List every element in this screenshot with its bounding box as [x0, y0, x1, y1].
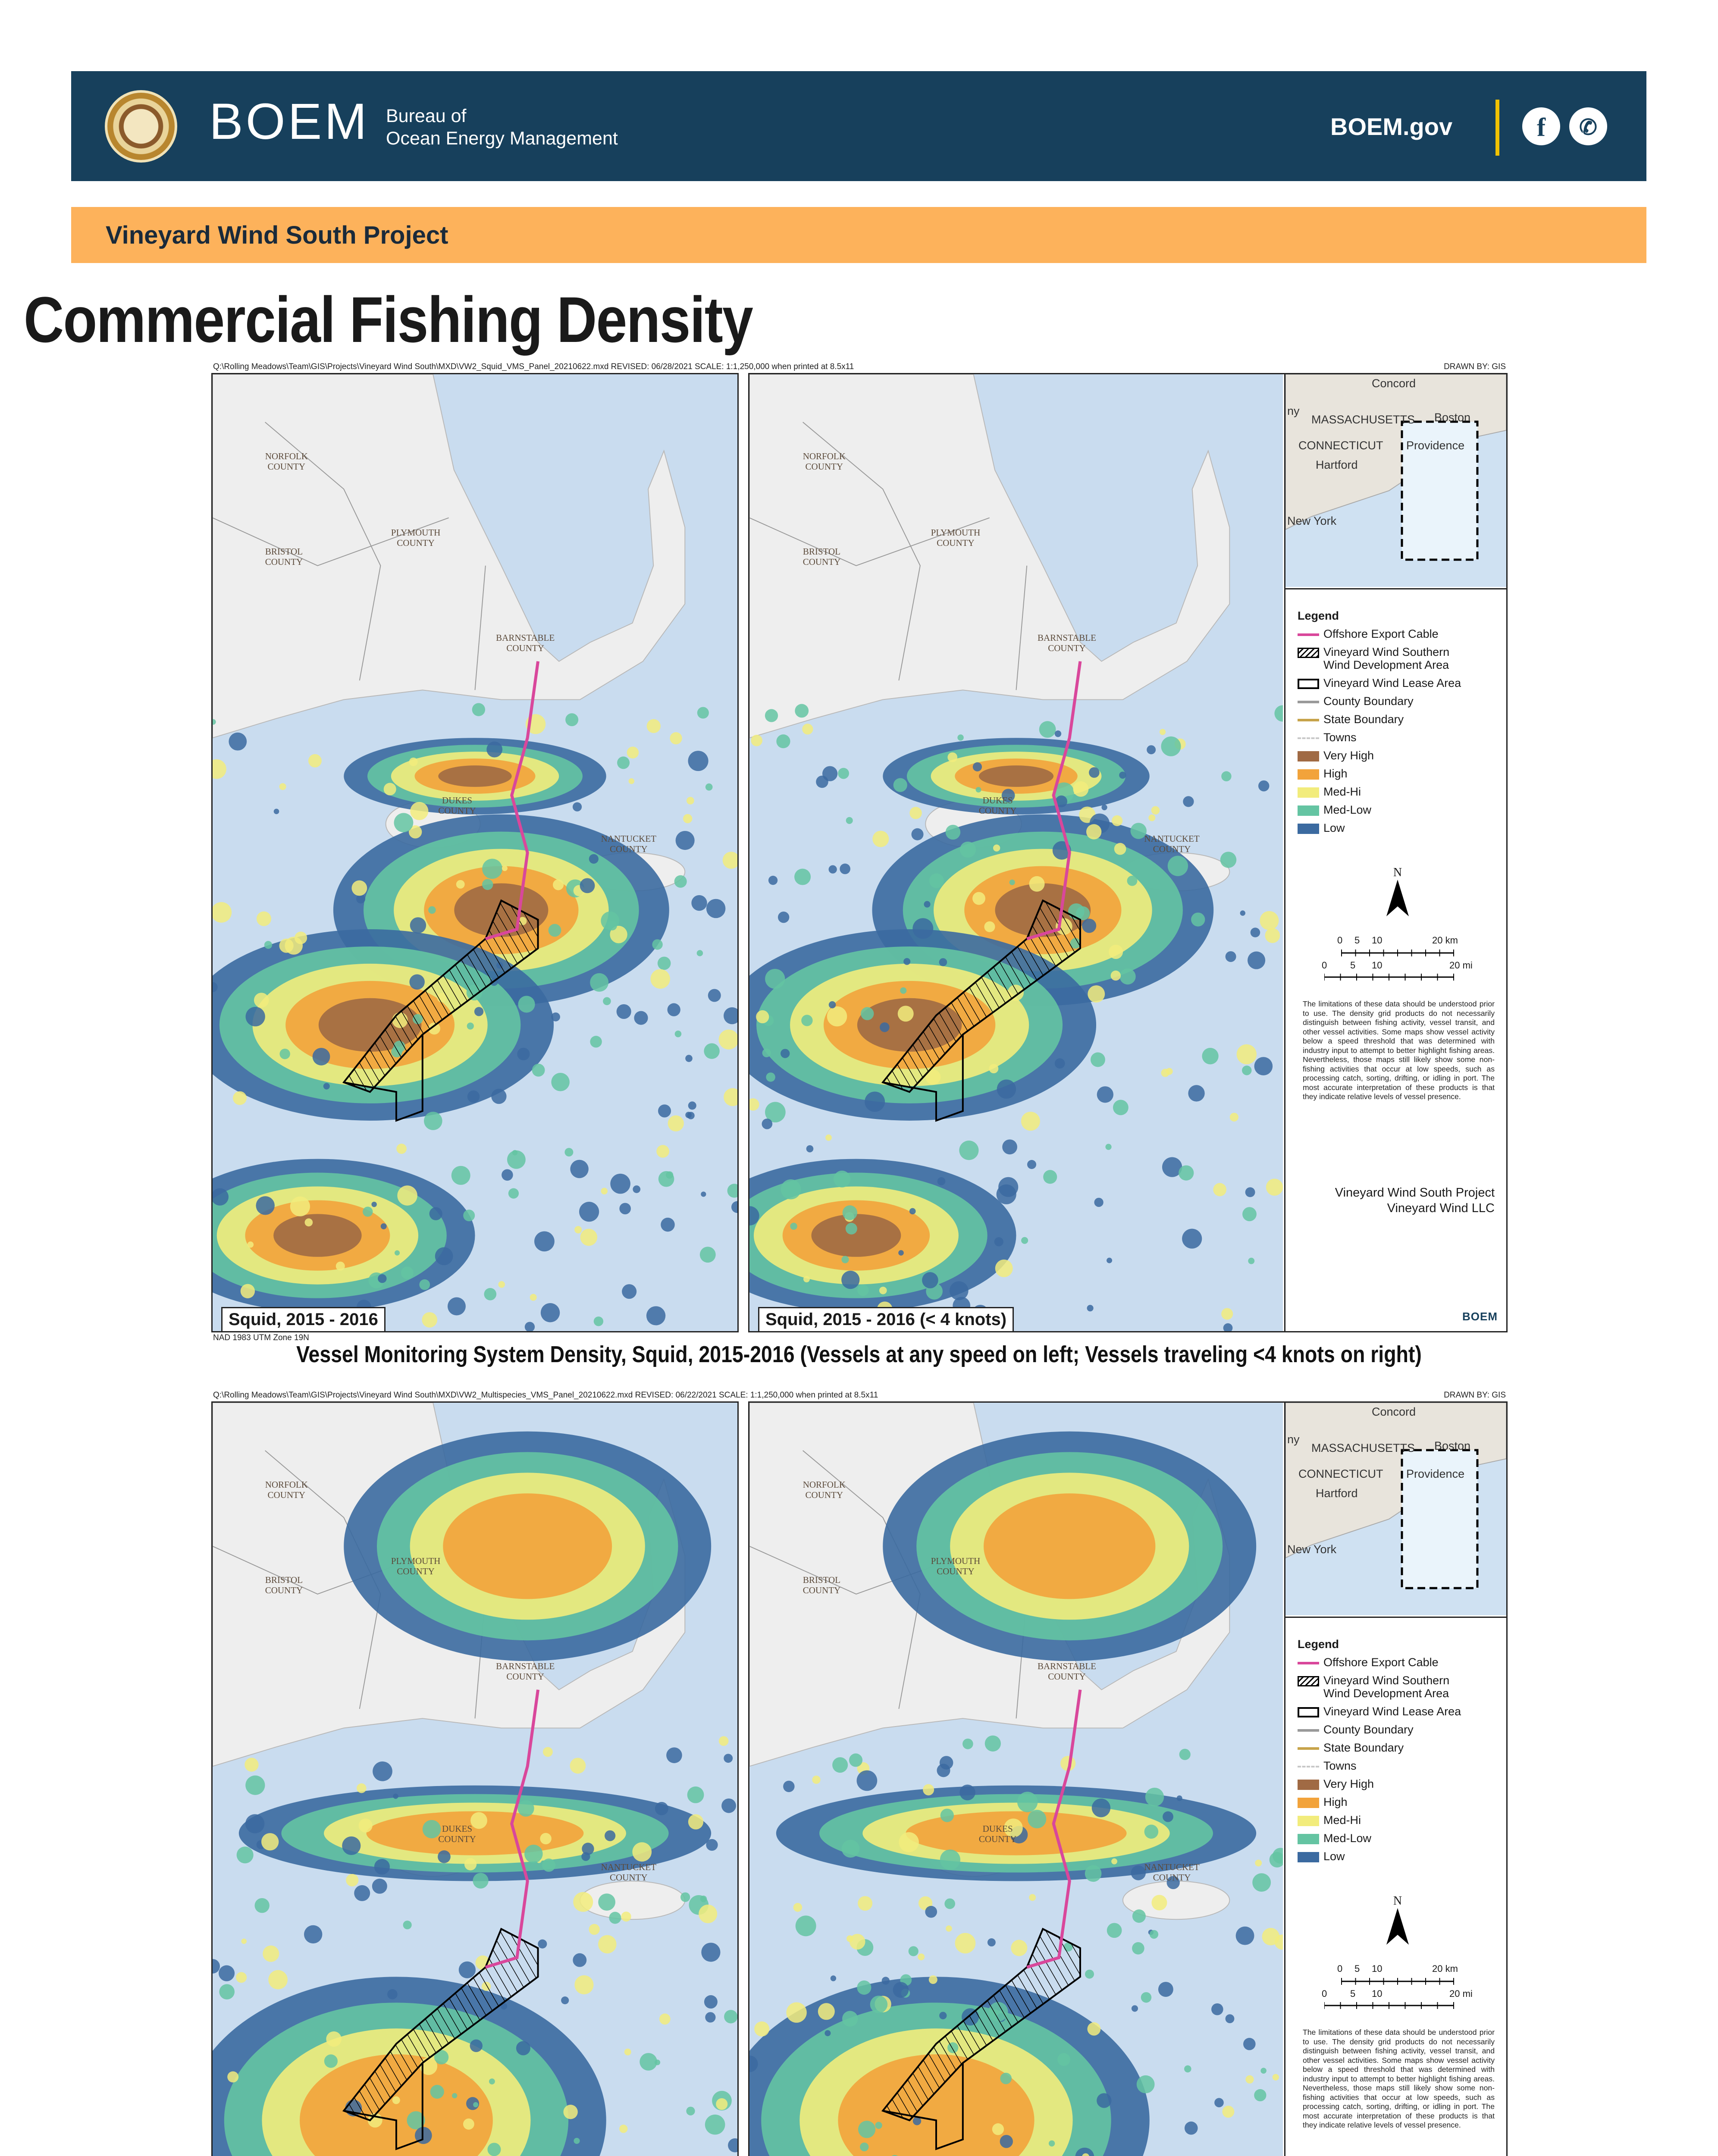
- legend-item: [1298, 766, 1348, 781]
- projection-note: NAD 1983 UTM Zone 19N: [213, 1333, 309, 1342]
- scale-km-tick: 0: [1337, 1963, 1343, 1974]
- county-label-plymouth: [931, 527, 981, 548]
- scale-km-tick: 5: [1354, 935, 1360, 946]
- legend-title: Legend: [1298, 609, 1339, 622]
- county-word: COUNTY: [397, 538, 435, 548]
- legend-item: [1298, 748, 1374, 763]
- inset-label-connecticut: CONNECTICUT: [1298, 1467, 1383, 1480]
- project-credit: [1303, 1185, 1495, 1216]
- county-name: BARNSTABLE: [1037, 1661, 1096, 1672]
- scale-km-tick: 10: [1372, 1963, 1383, 1974]
- legend-item: [1298, 676, 1461, 690]
- county-word: COUNTY: [267, 461, 306, 472]
- map-side-panel: [1284, 1403, 1506, 2156]
- legend-swatch: [1298, 769, 1319, 780]
- bureau-line-1: Bureau of: [386, 106, 467, 126]
- legend-label: Very High: [1323, 749, 1374, 762]
- inset-label-connecticut: CONNECTICUT: [1298, 439, 1383, 452]
- county-word: COUNTY: [397, 1566, 435, 1577]
- inset-label-concord: Concord: [1372, 1405, 1416, 1418]
- legend-label: Vineyard Wind Southern: [1323, 1674, 1450, 1687]
- header-divider: [1495, 100, 1499, 156]
- legend-item: [1298, 645, 1449, 659]
- legend-label: Med-Hi: [1323, 1814, 1361, 1827]
- twitter-icon[interactable]: ✆: [1569, 107, 1607, 145]
- county-label-nantucket: [601, 1862, 656, 1883]
- inset-label-providence: Providence: [1406, 1467, 1465, 1480]
- legend-swatch: [1298, 1798, 1319, 1808]
- scale-mi-tick: 5: [1350, 1988, 1356, 1999]
- legend-swatch: [1298, 1747, 1319, 1750]
- county-label-norfolk: [265, 1479, 308, 1500]
- scale-km-tick: 10: [1372, 935, 1383, 946]
- legend-label-cont: Wind Development Area: [1323, 658, 1449, 671]
- county-name: BRISTOL: [265, 1575, 303, 1586]
- legend-swatch: [1298, 1766, 1319, 1767]
- legend-label: County Boundary: [1323, 1723, 1414, 1736]
- county-label-barnstable: [496, 633, 555, 653]
- credit-line-1: Vineyard Wind South Project: [1335, 1186, 1495, 1200]
- legend-item: [1298, 1740, 1404, 1755]
- scale-km-tick: 20 km: [1432, 1963, 1458, 1974]
- bureau-name: [386, 105, 618, 150]
- county-label-bristol: [803, 1575, 841, 1595]
- scale-mi-tick: 10: [1372, 960, 1383, 971]
- scale-mi-tick: 0: [1322, 1988, 1327, 1999]
- county-word: COUNTY: [978, 1834, 1017, 1845]
- mxd-path-text: Q:\Rolling Meadows\Team\GIS\Projects\Vineyard Wind South\MXD\VW2_Squid_VMS_Panel_20210622.mxd REVISED: 06/28/2021 SCALE: 1:1,250,000 when printed at 8.5x11: [213, 362, 854, 371]
- nantucket: [580, 1881, 685, 1920]
- inset-label-hartford: Hartford: [1316, 458, 1358, 471]
- county-word: COUNTY: [978, 805, 1017, 816]
- county-name: NANTUCKET: [601, 834, 656, 844]
- county-name: BARNSTABLE: [1037, 633, 1096, 643]
- county-name: PLYMOUTH: [931, 527, 981, 538]
- county-label-dukes: [979, 795, 1017, 816]
- legend-item: [1298, 802, 1371, 817]
- county-name: NORFOLK: [265, 1479, 308, 1490]
- legend-swatch: [1298, 1780, 1319, 1790]
- legend-swatch: [1298, 1816, 1319, 1826]
- county-word: COUNTY: [265, 557, 303, 567]
- legend-label: High: [1323, 1796, 1348, 1808]
- page-title: Commercial Fishing Density: [24, 283, 753, 356]
- county-label-dukes: [438, 1824, 476, 1844]
- inset-label-hartford: Hartford: [1316, 1487, 1358, 1500]
- county-word: COUNTY: [937, 538, 975, 548]
- legend-label: Vineyard Wind Lease Area: [1323, 677, 1461, 689]
- county-label-norfolk: [803, 1479, 846, 1500]
- map-any-speed[interactable]: [211, 373, 739, 1332]
- map-under-4-knots[interactable]: [748, 1401, 1508, 2156]
- north-label: N: [1393, 1894, 1402, 1908]
- inset-label-providence: Providence: [1406, 439, 1465, 452]
- county-word: COUNTY: [609, 1872, 648, 1883]
- data-disclaimer: The limitations of these data should be understood prior to use. The density grid products do not necessarily distinguish between fishing activity, vessel transit, and other vessel activities. Some maps show vessel activity below a speed threshold that was determined with industry input to attempt to better highlight fishing areas. Nevertheless, those maps still likely show some non-fishing activities that occur at low speeds, such as processing catch, sorting, drifting, or idling in port. The most accurate interpretation of these products is that they indicate relative levels of vessel presence.: [1303, 2028, 1495, 2129]
- scale-bar: [1324, 1963, 1480, 2015]
- county-label-dukes: [438, 795, 476, 816]
- county-name: DUKES: [982, 795, 1013, 806]
- legend-swatch: [1298, 1707, 1319, 1717]
- legend-item: [1298, 694, 1414, 708]
- legend-item: [1298, 1655, 1439, 1670]
- inset-label-boston: Boston: [1434, 411, 1471, 424]
- project-name: Vineyard Wind South Project: [106, 221, 448, 249]
- scale-mi-tick: 0: [1322, 960, 1327, 971]
- legend-swatch: [1298, 633, 1319, 636]
- county-name: BRISTOL: [265, 546, 303, 557]
- legend-label: Vineyard Wind Lease Area: [1323, 1705, 1461, 1718]
- legend-title: Legend: [1298, 1638, 1339, 1651]
- inset-label-albany: ny: [1287, 1433, 1300, 1446]
- legend-label: Med-Hi: [1323, 785, 1361, 798]
- legend-item: [1298, 1704, 1461, 1719]
- legend-swatch: [1298, 679, 1319, 689]
- legend-swatch: [1298, 1852, 1319, 1862]
- legend-label: State Boundary: [1323, 1741, 1404, 1754]
- legend-label: State Boundary: [1323, 713, 1404, 726]
- legend-label: Low: [1323, 821, 1345, 834]
- legend-item: [1298, 1813, 1361, 1827]
- north-arrow: [1385, 1894, 1411, 1950]
- county-label-barnstable: [1038, 1661, 1096, 1682]
- legend-swatch: [1298, 648, 1319, 658]
- legend-item: [1298, 712, 1404, 727]
- data-disclaimer: The limitations of these data should be understood prior to use. The density grid products do not necessarily distinguish between fishing activity, vessel transit, and other vessel activities. Some maps show vessel activity below a speed threshold that was determined with industry input to attempt to better highlight fishing areas. Nevertheless, those maps still likely show some non-fishing activities that occur at low speeds, such as processing catch, sorting, drifting, or idling in port. The most accurate interpretation of these products is that they indicate relative levels of vessel presence.: [1303, 1000, 1495, 1101]
- county-word: COUNTY: [506, 1671, 544, 1682]
- county-label-dukes: [979, 1824, 1017, 1844]
- county-word: COUNTY: [1153, 844, 1191, 855]
- legend-swatch: [1298, 1834, 1319, 1844]
- map-label-any-speed: Squid, 2015 - 2016: [221, 1307, 386, 1332]
- county-word: COUNTY: [267, 1489, 306, 1500]
- map-panel-multispecies: [211, 1391, 1508, 2156]
- scale-bar: [1324, 935, 1480, 987]
- county-label-plymouth: [931, 1556, 981, 1576]
- legend-swatch: [1298, 1676, 1319, 1686]
- county-name: NANTUCKET: [1144, 834, 1200, 844]
- legend-item: [1298, 730, 1357, 745]
- county-word: COUNTY: [1153, 1872, 1191, 1883]
- legend-item: [1298, 1849, 1345, 1864]
- legend-item: [1298, 627, 1439, 641]
- county-label-barnstable: [496, 1661, 555, 1682]
- north-arrow-icon: [1385, 880, 1411, 918]
- inset-label-concord: Concord: [1372, 377, 1416, 390]
- legend-label: Med-Low: [1323, 1832, 1372, 1845]
- boem-small-logo: BOEM: [1462, 1310, 1498, 1323]
- legend-swatch: [1298, 1729, 1319, 1732]
- scale-km-tick: 20 km: [1432, 935, 1458, 946]
- legend-item: [1298, 821, 1345, 835]
- county-word: COUNTY: [265, 1585, 303, 1596]
- county-label-nantucket: [1144, 1862, 1199, 1883]
- map-side-panel: [1284, 374, 1506, 1331]
- county-word: COUNTY: [609, 844, 648, 855]
- legend-swatch: [1298, 719, 1319, 721]
- inset-label-albany: ny: [1287, 404, 1300, 417]
- county-word: COUNTY: [506, 643, 544, 654]
- scale-mi-tick: 20 mi: [1449, 960, 1473, 971]
- county-name: BRISTOL: [803, 1575, 840, 1586]
- county-word: COUNTY: [803, 1585, 841, 1596]
- county-name: BARNSTABLE: [496, 633, 555, 643]
- locator-inset-map: [1285, 1403, 1506, 1618]
- inset-label-massachusetts: MASSACHUSETTS: [1311, 1442, 1415, 1454]
- legend-swatch: [1298, 701, 1319, 703]
- map-any-speed[interactable]: [211, 1401, 739, 2156]
- county-name: DUKES: [442, 795, 473, 806]
- county-label-norfolk: [803, 451, 846, 472]
- county-label-plymouth: [391, 527, 441, 548]
- county-word: COUNTY: [438, 805, 476, 816]
- legend-label: Low: [1323, 1850, 1345, 1863]
- county-word: COUNTY: [805, 1489, 843, 1500]
- county-name: DUKES: [982, 1824, 1013, 1834]
- county-name: PLYMOUTH: [931, 1556, 981, 1567]
- north-arrow-icon: [1385, 1908, 1411, 1947]
- legend-item: [1298, 1673, 1449, 1688]
- county-name: NORFOLK: [803, 1479, 846, 1490]
- inset-label-boston: Boston: [1434, 1439, 1471, 1452]
- legend-label: Med-Low: [1323, 803, 1372, 816]
- legend-item: [1298, 1795, 1348, 1809]
- legend-label-cont: Wind Development Area: [1323, 1687, 1449, 1700]
- legend-swatch: [1298, 1662, 1319, 1664]
- credit-line-2: Vineyard Wind LLC: [1387, 1201, 1495, 1215]
- county-name: NANTUCKET: [1144, 1862, 1200, 1873]
- county-label-plymouth: [391, 1556, 441, 1576]
- locator-inset-map: [1285, 374, 1506, 589]
- legend-swatch: [1298, 787, 1319, 798]
- drawn-by-text: DRAWN BY: GIS: [1444, 1391, 1506, 1400]
- county-label-barnstable: [1038, 633, 1096, 653]
- bureau-line-2: Ocean Energy Management: [386, 128, 618, 149]
- county-word: COUNTY: [1048, 643, 1086, 654]
- county-label-nantucket: [601, 834, 656, 854]
- map-label-under-4-knots: Squid, 2015 - 2016 (< 4 knots): [758, 1307, 1014, 1332]
- header-bar: [71, 71, 1646, 181]
- county-name: PLYMOUTH: [391, 1556, 441, 1567]
- scale-km-tick: 0: [1337, 935, 1343, 946]
- mxd-path-text: Q:\Rolling Meadows\Team\GIS\Projects\Vineyard Wind South\MXD\VW2_Multispecies_VMS_Panel_20210622.mxd REVISED: 06/22/2021 SCALE: 1:1,250,000 when printed at 8.5x11: [213, 1391, 878, 1400]
- legend-label: County Boundary: [1323, 695, 1414, 708]
- county-name: BRISTOL: [803, 546, 840, 557]
- county-name: BARNSTABLE: [496, 1661, 555, 1672]
- county-label-bristol: [265, 1575, 303, 1595]
- legend-label: Towns: [1323, 731, 1357, 744]
- county-label-nantucket: [1144, 834, 1199, 854]
- county-word: COUNTY: [438, 1834, 476, 1845]
- north-arrow: [1385, 866, 1411, 922]
- legend-label: Vineyard Wind Southern: [1323, 646, 1450, 658]
- county-label-bristol: [803, 546, 841, 567]
- facebook-icon[interactable]: f: [1522, 107, 1560, 145]
- inset-label-new_york: New York: [1287, 514, 1337, 527]
- legend-label: Towns: [1323, 1759, 1357, 1772]
- county-word: COUNTY: [803, 557, 841, 567]
- legend-swatch: [1298, 737, 1319, 739]
- legend-item: [1298, 784, 1361, 799]
- county-word: COUNTY: [805, 461, 843, 472]
- county-name: NORFOLK: [803, 451, 846, 461]
- legend-item: [1298, 1777, 1374, 1791]
- scale-mi-tick: 20 mi: [1449, 1988, 1473, 1999]
- legend-swatch: [1298, 824, 1319, 834]
- inset-label-massachusetts: MASSACHUSETTS: [1311, 413, 1415, 426]
- legend-label: Offshore Export Cable: [1323, 627, 1439, 640]
- county-label-bristol: [265, 546, 303, 567]
- map-panel-squid: [211, 362, 1508, 1354]
- legend-item: [1298, 1722, 1414, 1737]
- boem-gov-link[interactable]: BOEM.gov: [1330, 113, 1453, 140]
- boem-logo[interactable]: BOEM: [209, 93, 370, 150]
- county-word: COUNTY: [1048, 1671, 1086, 1682]
- legend-swatch: [1298, 805, 1319, 816]
- map-caption-squid: Vessel Monitoring System Density, Squid, 2015-2016 (Vessels at any speed on left; Vessels traveling <4 knots on right): [296, 1341, 1422, 1367]
- legend-label: High: [1323, 767, 1348, 780]
- county-name: DUKES: [442, 1824, 473, 1834]
- drawn-by-text: DRAWN BY: GIS: [1444, 362, 1506, 371]
- county-name: NORFOLK: [265, 451, 308, 461]
- north-label: N: [1393, 866, 1402, 879]
- legend-label: Offshore Export Cable: [1323, 1656, 1439, 1669]
- project-banner: [71, 207, 1646, 263]
- county-name: PLYMOUTH: [391, 527, 441, 538]
- map-under-4-knots[interactable]: [748, 373, 1508, 1332]
- county-word: COUNTY: [937, 1566, 975, 1577]
- doi-seal-icon: [105, 90, 177, 163]
- legend-item: [1298, 1758, 1357, 1773]
- legend-swatch: [1298, 751, 1319, 761]
- legend-item: [1298, 1831, 1371, 1846]
- scale-mi-tick: 5: [1350, 960, 1356, 971]
- legend-label: Very High: [1323, 1777, 1374, 1790]
- county-label-norfolk: [265, 451, 308, 472]
- inset-label-new_york: New York: [1287, 1543, 1337, 1556]
- county-name: NANTUCKET: [601, 1862, 656, 1873]
- scale-mi-tick: 10: [1372, 1988, 1383, 1999]
- scale-km-tick: 5: [1354, 1963, 1360, 1974]
